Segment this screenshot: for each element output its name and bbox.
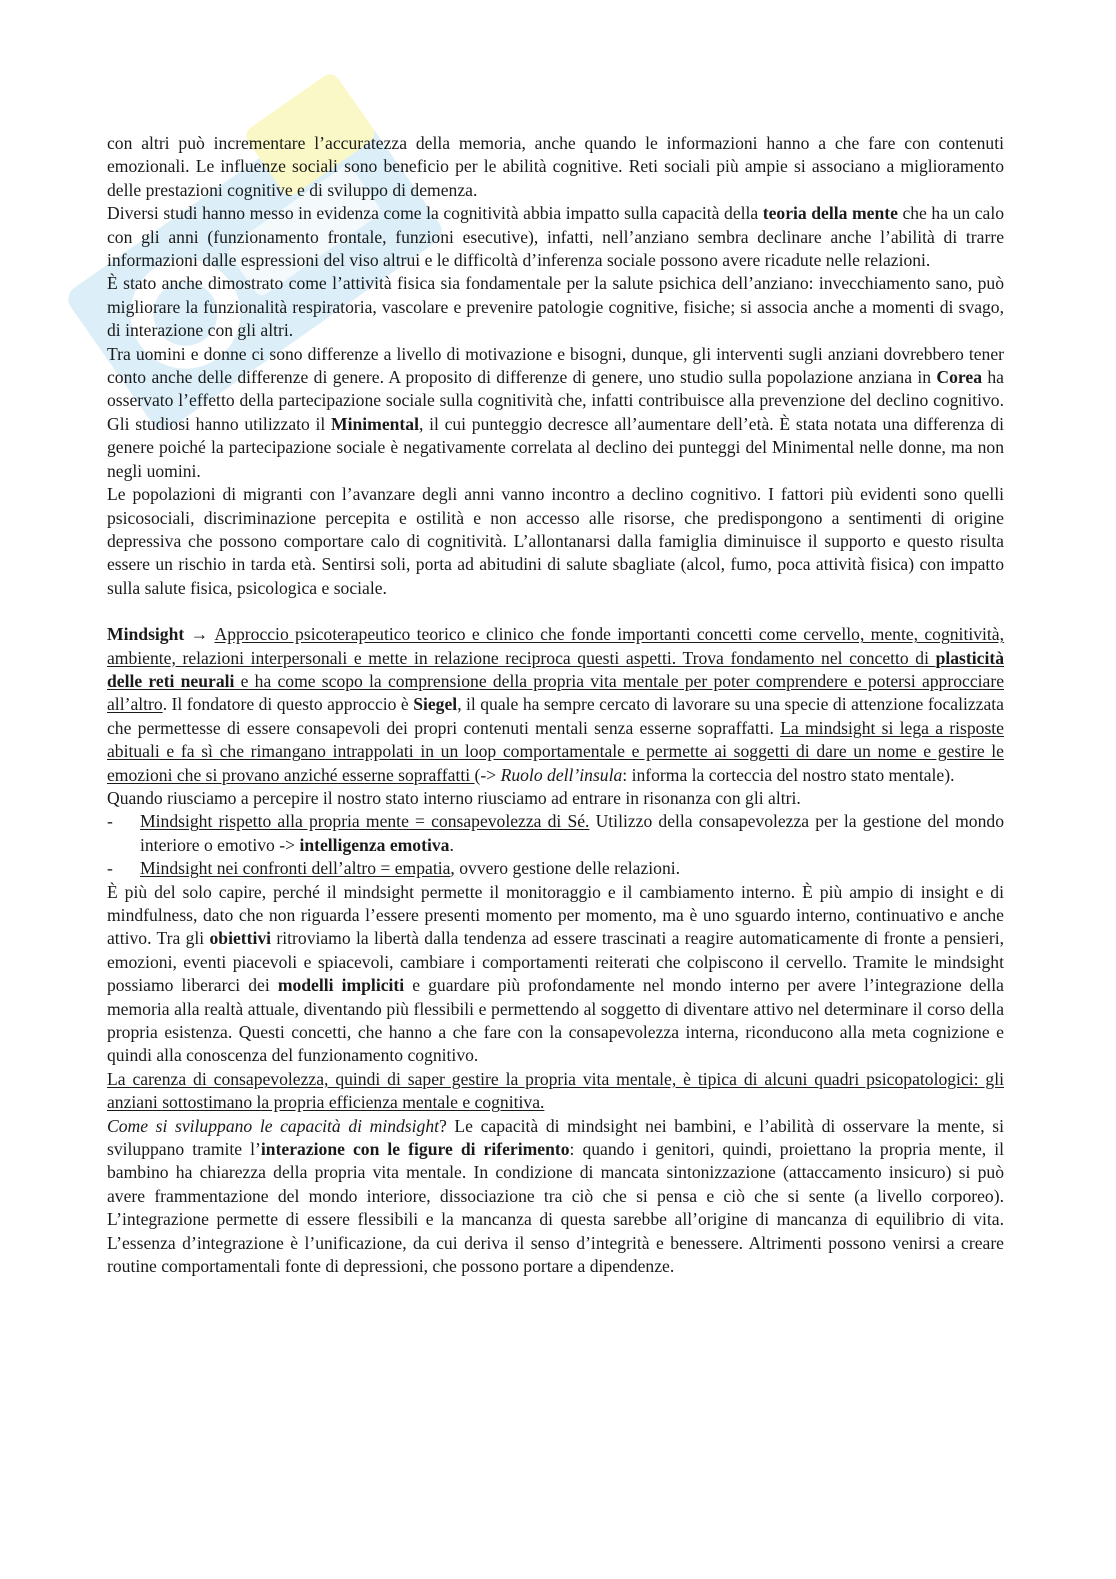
- paragraph-spacer: [107, 600, 1004, 623]
- text-run: Come si sviluppano le capacità di mindsight: [107, 1115, 440, 1136]
- text-run: Tra uomini e donne ci sono differenze a livello di motivazione e bisogni, dunque, gli interventi sugli anziani dovrebbero tener conto anche delle differenze di genere. A proposito di differenze di genere, uno studio sulla popolazione anziana in: [107, 343, 1004, 388]
- text-run: : informa la corteccia del nostro stato mentale).: [622, 764, 955, 785]
- text-run: (->: [474, 764, 501, 785]
- text-run: Mindsight nei confronti dell’altro = empatia: [140, 858, 451, 879]
- paragraph-mindsight-development: [107, 1115, 1004, 1279]
- paragraph-mindsight-definition: [107, 623, 1004, 787]
- paragraph-social-memory: [107, 132, 1004, 202]
- text-run: Diversi studi hanno messo in evidenza come la cognitività abbia impatto sulla capacità della: [107, 203, 763, 224]
- text-run: teoria della mente: [762, 203, 898, 224]
- text-run: ritroviamo la libertà dalla tendenza ad essere trascinati a reagire automaticamente di fronte a pensieri, emozioni, eventi piacevoli e spiacevoli, cambiare i comportamenti reiterati che colpiscono il cervello. Tramite le mindsight possiamo liberarci dei: [107, 928, 1004, 996]
- text-run: interazione con le figure di riferimento: [260, 1139, 570, 1160]
- text-run: obiettivi: [209, 928, 272, 949]
- paragraph-migrants: [107, 483, 1004, 600]
- text-run: : quando i genitori, quindi, proiettano la propria mente, il bambino ha chiarezza della propria vita mentale. In condizione di mancata sintonizzazione (attaccamento insicuro) si può avere frammentazione del mondo interiore, dissociazione tra ciò che si pensa e ciò che si sente (a livello corporeo). L’integrazione permette di essere flessibili e la mancanza di questa sarebbe all’origine di mancanza di equilibrio di vita. L’essenza d’integrazione è l’unificazione, da cui deriva il senso d’integrità e benessere. Altrimenti possono venirsi a creare routine comportamentali fonte di depressioni, che possono portare a dipendenze.: [107, 1139, 1004, 1277]
- text-run: Mindsight: [107, 624, 185, 645]
- text-run: È più del solo capire, perché il mindsight permette il monitoraggio e il cambiamento interno. È più ampio di insight e di mindfulness, dato che non riguarda l’essere presenti momento per momento, ma è uno sguardo interno, continuativo e anche attivo. Tra gli: [107, 881, 1004, 949]
- text-run: , il quale ha sempre cercato di lavorare su una specie di attenzione focalizzata che permettesse di essere consapevoli dei propri contenuti mentali senza esserne sopraffatti.: [107, 694, 1004, 738]
- list-item-self-awareness: [107, 810, 1004, 857]
- text-run: e guardare più profondamente nel mondo interno per avere l’integrazione della memoria alla realtà attuale, diventando più flessibili e permettendo al soggetto di diventare attivo nel determinare il corso della propria esistenza. Questi concetti, che hanno a che fare con la consapevolezza interna, riconducono alla meta cognizione e quindi alla conoscenza del funzionamento cognitivo.: [107, 975, 1004, 1066]
- text-run: , il cui punteggio decresce all’aumentare dell’età. È stata notata una differenza di genere poiché la partecipazione sociale è negativamente correlata al declino dei punteggi del Minimental nelle donne, ma non negli uomini.: [107, 413, 1004, 481]
- text-run: ? Le capacità di mindsight nei bambini, e l’abilità di osservare la mente, si sviluppano tramite l’: [107, 1115, 1004, 1160]
- text-run: intelligenza emotiva: [299, 834, 450, 855]
- paragraph-lack-of-awareness: [107, 1068, 1004, 1115]
- document-page: [107, 132, 1004, 1279]
- text-run: Le popolazioni di migranti con l’avanzare degli anni vanno incontro a declino cognitivo. I fattori più evidenti sono quelli psicosociali, discriminazione percepita e ostilità e non accesso alle risorse, che predispongono a sentimenti di origine depressiva che possono comportare calo di cognitività. L’allontanarsi dalla famiglia diminuisce il supporto e questo risulta essere un rischio in tarda età. Sentirsi soli, porta ad abitudini di salute sbagliate (alcol, fumo, poca attività fisica) con impatto sulla salute fisica, psicologica e sociale.: [107, 484, 1004, 598]
- text-run: →: [184, 624, 215, 645]
- list-item-empathy: [107, 857, 1004, 880]
- text-run: Corea: [936, 367, 983, 388]
- mindsight-list: [107, 810, 1004, 880]
- text-run: che ha un calo con gli anni (funzionamento frontale, funzioni esecutive), infatti, nell’anziano sembra declinare anche l’abilità di trarre informazioni dalle espressioni del viso altrui e le difficoltà d’inferenza sociale possono avere ricadute nelle relazioni.: [107, 203, 1005, 271]
- text-run: .: [449, 834, 454, 855]
- text-run: Approccio psicoterapeutico teorico e clinico che fonde importanti concetti come cervello, mente, cognitività, ambiente, relazioni interpersonali e mette in relazione reciproca questi aspetti. Trova fondamento nel concetto di: [107, 624, 1005, 668]
- text-run: ha osservato l’effetto della partecipazione sociale sulla cognitività che, infatti contribuisce alla prevenzione del declino cognitivo. Gli studiosi hanno utilizzato il: [107, 367, 1004, 434]
- text-run: Ruolo dell’insula: [500, 764, 623, 785]
- text-run: con altri può incrementare l’accuratezza della memoria, anche quando le informazioni hanno a che fare con contenuti emozionali. Le influenze sociali sono beneficio per le abilità cognitive. Reti sociali più ampie si associano a miglioramento delle prestazioni cognitive e di sviluppo di demenza.: [107, 133, 1004, 200]
- text-run: È stato anche dimostrato come l’attività fisica sia fondamentale per la salute psichica dell’anziano: invecchiamento sano, può migliorare la funzionalità respiratoria, vascolare e prevenire patologie cognitive, fisiche; si associa anche a momenti di svago, di interazione con gli altri.: [107, 273, 1004, 341]
- text-run: Utilizzo della consapevolezza per la gestione del mondo interiore o emotivo ->: [140, 811, 1004, 855]
- paragraph-internal-state: [107, 787, 1004, 810]
- text-run: , ovvero gestione delle relazioni.: [450, 858, 681, 879]
- text-run: La carenza di consapevolezza, quindi di saper gestire la propria vita mentale, è tipica di alcuni quadri psicopatologici: gli anziani sottostimano la propria efficienza mentale e cognitiva.: [107, 1068, 1004, 1113]
- paragraph-mindsight-objectives: [107, 881, 1004, 1068]
- text-run: Minimental: [331, 413, 419, 434]
- text-run: plasticità delle reti neurali: [107, 647, 1004, 691]
- text-run: modelli impliciti: [277, 975, 405, 996]
- paragraph-physical-activity: [107, 272, 1004, 342]
- paragraph-theory-of-mind: [107, 202, 1004, 272]
- paragraph-gender-differences: [107, 343, 1004, 483]
- text-run: Quando riusciamo a percepire il nostro stato interno riusciamo ad entrare in risonanza con gli altri.: [107, 787, 801, 808]
- text-run: e ha come scopo la comprensione della propria vita mentale per poter comprendere e potersi approcciare all’altro: [107, 670, 1004, 715]
- text-run: La mindsight si lega a risposte abituali e fa sì che rimangano intrappolati in un loop comportamentale e permette ai soggetti di dare un nome e gestire le emozioni che si provano anziché esserne sopraffatti: [107, 717, 1004, 785]
- text-run: . Il fondatore di questo approccio è: [162, 694, 414, 715]
- text-run: Mindsight rispetto alla propria mente = consapevolezza di Sé.: [140, 811, 590, 832]
- text-run: Siegel: [413, 694, 458, 715]
